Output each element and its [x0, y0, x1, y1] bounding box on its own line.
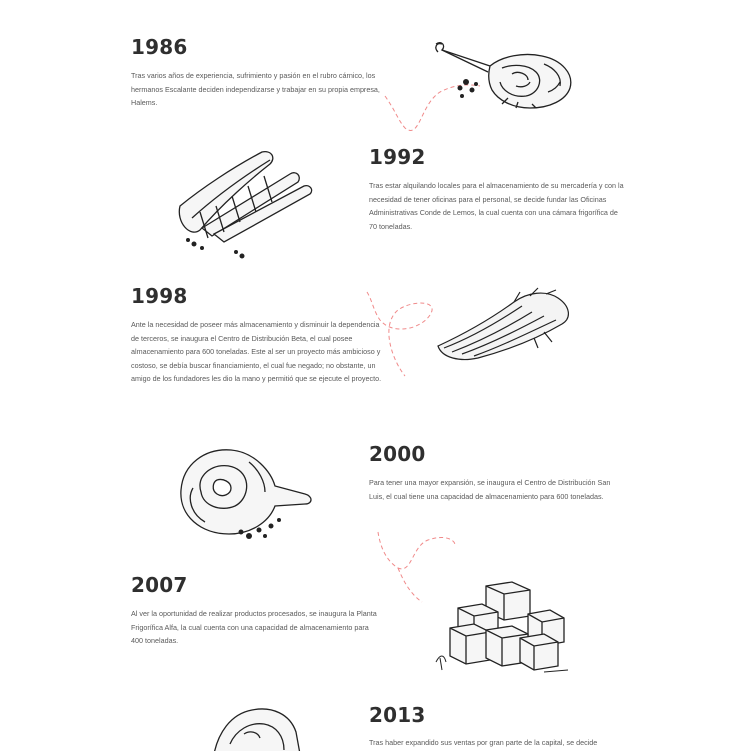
ribs-rack-icon [172, 148, 322, 263]
entry-1992-text: Tras estar alquilando locales para el almacenamiento de su mercadería y con la necesidad de tener oficinas para el personal, se decide fundar las Oficinas Administrativas Conde de Lemos, la cual cuenta con una cámara frigorífica de 70 toneladas. [369, 181, 624, 231]
year-2007: 2007 [131, 573, 188, 597]
year-1986: 1986 [131, 35, 188, 59]
bacon-slices-icon [434, 288, 579, 368]
entry-1998-text: Ante la necesidad de poseer más almacenamiento y disminuir la dependencia de terceros, se inaugura el Centro de Distribución Beta, el cual posee almacenamiento para 600 toneladas. Este al ser un proyecto más ambicioso y costoso, se debía buscar financiamiento, el cual fue negado; no obstante, un amigo de los fundadores les dio la mano y permitió que se ejecute el proyecto. [131, 320, 382, 383]
entry-1986-text: Tras varios años de experiencia, sufrimiento y pasión en el rubro cárnico, los hermanos Escalante deciden independizarse y trabajar en su propia empresa, Halems. [131, 71, 380, 107]
year-2013: 2013 [369, 703, 426, 727]
entry-2007-text: Al ver la oportunidad de realizar productos procesados, se inaugura la Planta Frigorífica Alfa, la cual cuenta con una capacidad de almacenamiento para 400 toneladas. [131, 609, 377, 645]
meat-cut-icon [200, 704, 310, 751]
year-1998: 1998 [131, 284, 188, 308]
entry-2013-text: Tras haber expandido sus ventas por gran parte de la capital, se decide [369, 738, 598, 747]
meat-cubes-icon [432, 578, 572, 678]
steak-with-bone-icon [432, 38, 582, 113]
entry-2000-text: Para tener una mayor expansión, se inaugura el Centro de Distribución San Luis, el cual tiene una capacidad de almacenamiento para 600 toneladas. [369, 478, 611, 501]
year-1992: 1992 [369, 145, 426, 169]
year-2000: 2000 [369, 442, 426, 466]
ham-leg-icon [175, 442, 320, 542]
